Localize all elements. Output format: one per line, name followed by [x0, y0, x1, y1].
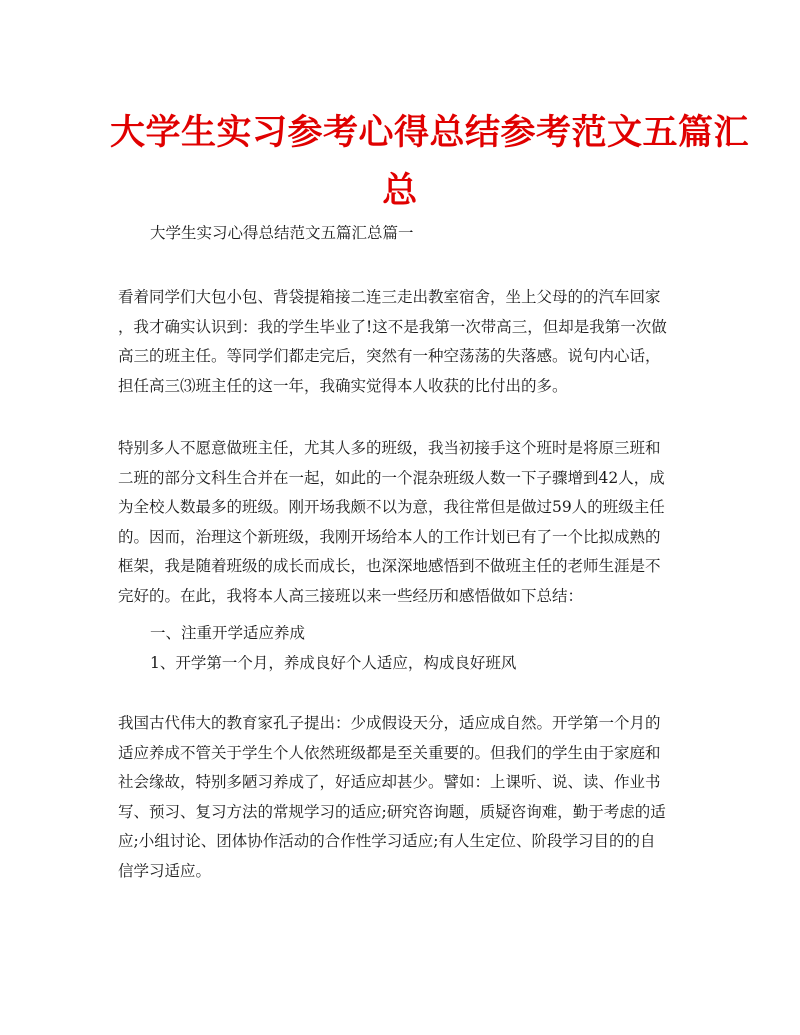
document-title: [110, 104, 750, 220]
paragraph-line: 看着同学们大包小包、背袋提箱接二连三走出教室宿舍，坐上父母的的汽车回家: [118, 288, 661, 306]
paragraph-line: 信学习适应。: [118, 861, 212, 880]
title-line-1: 大学生实习参考心得总结参考范文五篇汇: [110, 113, 750, 153]
paragraph-2: [118, 434, 684, 611]
paragraph-line: 框架，我是随着班级的成长而成长，也深深地感悟到不做班主任的老师生涯是不: [118, 557, 661, 575]
paragraph-line: 适应养成不管关于学生个人依然班级都是至关重要的。但我们的学生由于家庭和: [118, 743, 661, 762]
paragraph-line: 社会缘故，特别多陋习养成了，好适应却甚少。譬如：上课听、说、读、作业书: [118, 773, 661, 791]
paragraph-line: 二班的部分文科生合并在一起，如此的一个混杂班级人数一下子骤增到42人，成: [118, 468, 665, 487]
paragraph-line: 特别多人不愿意做班主任，尤其人多的班级，我当初接手这个班时是将原三班和: [118, 439, 661, 457]
paragraph-1: [118, 283, 684, 401]
paragraph-line: 我国古代伟大的教育家孔子提出：少成假设天分，适应成自然。开学第一个月的: [118, 714, 661, 732]
title-line-2: 总: [382, 171, 418, 211]
section-subtitle: 大学生实习心得总结范文五篇汇总篇一: [150, 224, 414, 242]
paragraph-line: 高三的班主任。等同学们都走完后，突然有一种空荡荡的失落感。说句内心话，: [118, 347, 661, 365]
heading-level-1: 一、注重开学适应养成: [150, 624, 306, 642]
heading-level-2: 1、开学第一个月，养成良好个人适应，构成良好班风: [150, 654, 517, 672]
paragraph-3: [118, 709, 684, 886]
paragraph-line: 写、预习、复习方法的常规学习的适应;研究咨询题，质疑咨询难，勤于考虑的适: [118, 802, 666, 821]
paragraph-line: 的。因而，治理这个新班级，我刚开场给本人的工作计划已有了一个比拟成熟的: [118, 527, 661, 546]
paragraph-line: 担任高三⑶班主任的这一年，我确实觉得本人收获的比付出的多。: [118, 376, 568, 395]
paragraph-line: ，我才确实认识到：我的学生毕业了!这不是我第一次带高三，但却是我第一次做: [118, 317, 667, 336]
paragraph-line: 应;小组讨论、团体协作活动的合作性学习适应;有人生定位、阶段学习目的的自: [118, 832, 656, 850]
paragraph-line: 完好的。在此，我将本人高三接班以来一些经历和感悟做如下总结：: [118, 586, 584, 605]
paragraph-line: 为全校人数最多的班级。刚开场我颇不以为意，我往常但是做过59人的班级主任: [118, 498, 665, 516]
